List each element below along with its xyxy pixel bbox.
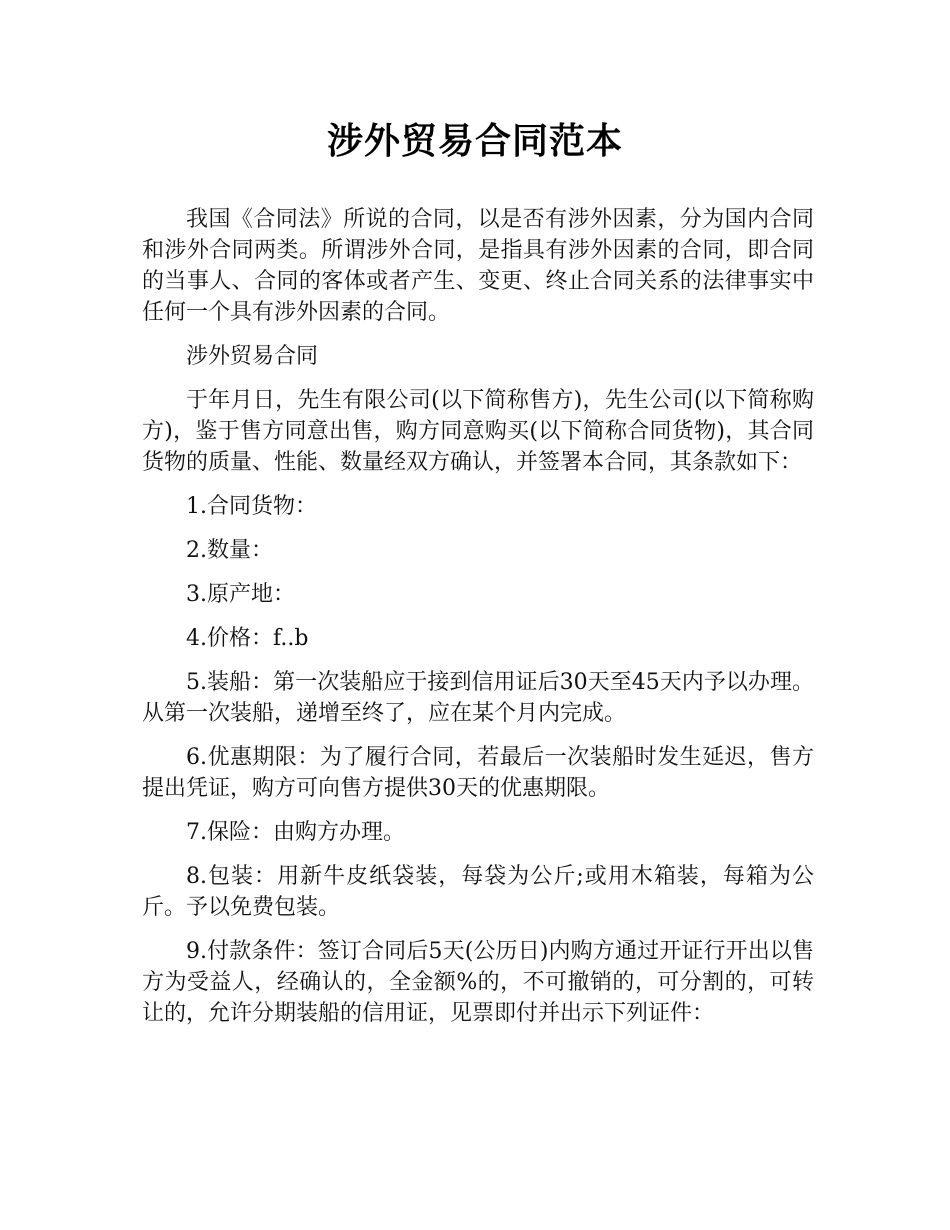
paragraph-heading: 涉外贸易合同 — [186, 344, 319, 369]
paragraph-intro: 我国《合同法》所说的合同，以是否有涉外因素，分为国内合同和涉外合同两类。所谓涉外合同，是指具有涉外因素的合同，即合同的当事人、合同的客体或者产生、变更、终止合同关系的法律事实中任何一个具有涉外因素的合同。 — [142, 207, 814, 325]
clause-payment: 9.付款条件：签订合同后5天(公历日)内购方通过开证行开出以售方为受益人，经确认的，全金额%的，不可撤销的，可分割的，可转让的，允许分期装船的信用证，见票即付并出示下列证件： — [142, 939, 814, 1026]
clause-insurance: 7.保险：由购方办理。 — [186, 820, 405, 845]
clause-packing: 8.包装：用新牛皮纸袋装，每袋为公斤;或用木箱装，每箱为公斤。予以免费包装。 — [142, 864, 814, 920]
clause-quantity: 2.数量： — [186, 538, 273, 563]
clause-goods: 1.合同货物： — [186, 494, 317, 519]
document-body — [142, 204, 814, 1029]
clause-grace-period: 6.优惠期限：为了履行合同，若最后一次装船时发生延迟，售方提出凭证，购方可向售方提供30天的优惠期限。 — [142, 745, 814, 801]
document-title: 涉外贸易合同范本 — [326, 121, 623, 162]
paragraph-preamble: 于年月日，先生有限公司(以下简称售方)，先生公司(以下简称购方)，鉴于售方同意出售，购方同意购买(以下简称合同货物)，其合同货物的质量、性能、数量经双方确认，并签署本合同，其条款如下： — [142, 388, 814, 475]
clause-origin: 3.原产地： — [186, 582, 295, 607]
clause-shipment: 5.装船：第一次装船应于接到信用证后30天至45天内予以办理。从第一次装船，递增至终了，应在某个月内完成。 — [142, 670, 814, 726]
clause-price: 4.价格：f..b — [186, 626, 309, 651]
